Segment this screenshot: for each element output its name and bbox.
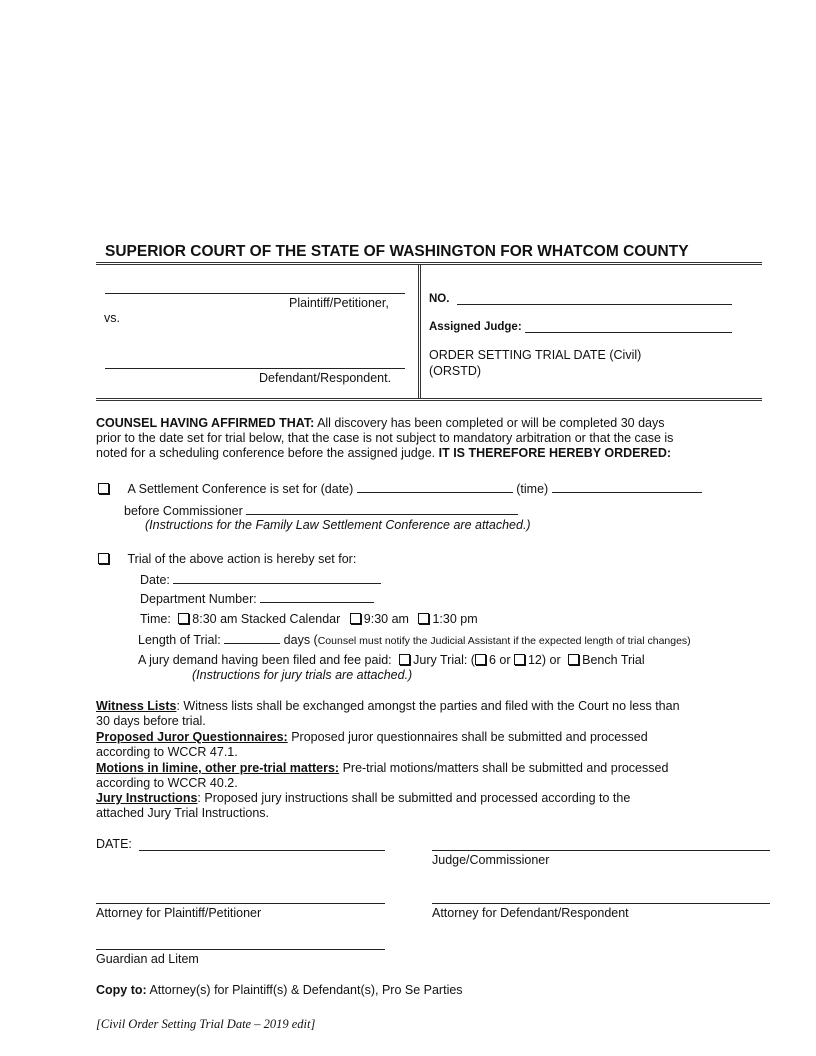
date-label: DATE: — [96, 837, 132, 851]
department-row — [140, 591, 374, 607]
limine-line-2: according to WCCR 40.2. — [96, 776, 238, 790]
juror-text-1: Proposed juror questionnaires shall be submitted and processed — [287, 730, 648, 744]
commissioner-row — [124, 503, 518, 519]
witness-heading: Witness Lists — [96, 699, 177, 713]
trial-time-row — [140, 612, 478, 627]
limine-heading: Motions in limine, other pre-trial matters: — [96, 761, 340, 775]
counsel-line-1-text: All discovery has been completed or will be completed 30 days — [314, 416, 665, 430]
jury-instr-line-1 — [96, 791, 630, 806]
witness-line-2: 30 days before trial. — [96, 714, 206, 728]
bench-trial-label: Bench Trial — [582, 653, 645, 667]
juror-line-1 — [96, 730, 648, 745]
trial-date-row — [140, 572, 381, 588]
settlement-text: A Settlement Conference is set for (date) — [127, 482, 354, 496]
jury-instructions-note: (Instructions for jury trials are attached.) — [192, 668, 413, 682]
caption-divider — [418, 265, 421, 398]
defendant-name-line[interactable] — [105, 368, 405, 369]
department-label: Department Number: — [140, 592, 257, 606]
bench-trial-checkbox[interactable] — [568, 654, 579, 665]
jury-row — [138, 653, 645, 668]
caption-bottom-rule — [96, 398, 762, 401]
days-label: days ( — [283, 633, 318, 647]
copy-to-text: Attorney(s) for Plaintiff(s) & Defendant(s), Pro Se Parties — [146, 983, 463, 997]
order-title-suffix: (Civil) — [605, 348, 642, 362]
time-130-checkbox[interactable] — [418, 613, 429, 624]
time-930-label: 9:30 am — [363, 612, 409, 626]
trial-text: Trial of the above action is hereby set for: — [127, 552, 357, 566]
jury-instr-line-2: attached Jury Trial Instructions. — [96, 806, 269, 820]
jury-demand-text: A jury demand having been filed and fee paid: — [138, 653, 392, 667]
jury-trial-checkbox[interactable] — [399, 654, 410, 665]
before-commissioner-label: before Commissioner — [124, 504, 243, 518]
limine-text-1: Pre-trial motions/matters shall be submitted and processed — [339, 761, 669, 775]
jury-12-checkbox[interactable] — [514, 654, 525, 665]
trial-time-label: Time: — [140, 612, 171, 626]
defendant-attorney-label: Attorney for Defendant/Respondent — [432, 906, 629, 920]
vs-label: vs. — [104, 311, 120, 325]
gal-label: Guardian ad Litem — [96, 952, 199, 966]
ordered-statement: IT IS THEREFORE HEREBY ORDERED: — [438, 446, 672, 460]
gal-signature-line[interactable] — [96, 949, 385, 950]
length-row — [138, 632, 691, 649]
order-code: (ORSTD) — [429, 364, 482, 378]
time-830-checkbox[interactable] — [178, 613, 189, 624]
commissioner-field[interactable] — [246, 503, 518, 515]
juror-line-2: according to WCCR 47.1. — [96, 745, 238, 759]
judge-signature-line[interactable] — [432, 850, 770, 851]
counsel-line-1 — [96, 416, 664, 431]
settlement-instructions: (Instructions for the Family Law Settlement Conference are attached.) — [145, 518, 531, 532]
length-label: Length of Trial: — [138, 633, 221, 647]
defendant-label: Defendant/Respondent. — [259, 371, 392, 385]
copy-to-label: Copy to: — [96, 983, 147, 997]
plaintiff-attorney-label: Attorney for Plaintiff/Petitioner — [96, 906, 262, 920]
limine-line-1 — [96, 761, 668, 776]
counsel-line-3-text: noted for a scheduling conference before the assigned judge. — [96, 446, 439, 460]
copy-to-line — [96, 983, 463, 998]
jury-instr-text-1: : Proposed jury instructions shall be submitted and processed according to the — [197, 791, 631, 805]
length-note: Counsel must notify the Judicial Assistant if the expected length of trial changes) — [317, 635, 691, 647]
plaintiff-name-line[interactable] — [105, 293, 405, 294]
time-830-label: 8:30 am Stacked Calendar — [192, 612, 341, 626]
court-title: SUPERIOR COURT OF THE STATE OF WASHINGTON FOR WHATCOM COUNTY — [105, 243, 689, 260]
counsel-lead: COUNSEL HAVING AFFIRMED THAT: — [96, 416, 315, 430]
judge-label: Judge/Commissioner — [432, 853, 550, 867]
settlement-row — [98, 481, 702, 497]
caption-top-rule — [96, 262, 762, 265]
jury-trial-label: Jury Trial: ( — [413, 653, 475, 667]
trial-date-field[interactable] — [173, 572, 381, 584]
counsel-line-2: prior to the date set for trial below, that the case is not subject to mandatory arbitration or that the case is — [96, 431, 674, 445]
defendant-attorney-signature-line[interactable] — [432, 903, 770, 904]
order-title — [429, 348, 641, 363]
date-field[interactable] — [139, 850, 385, 851]
time-130-label: 1:30 pm — [432, 612, 478, 626]
order-title-main: ORDER SETTING TRIAL DATE — [429, 348, 606, 362]
settlement-checkbox[interactable] — [98, 483, 109, 494]
jury-6-label: 6 or — [488, 653, 511, 667]
case-number-field[interactable] — [457, 304, 732, 305]
settlement-time-field[interactable] — [552, 481, 702, 493]
plaintiff-label: Plaintiff/Petitioner, — [289, 296, 389, 310]
form-id: [Civil Order Setting Trial Date – 2019 edit] — [96, 1017, 316, 1031]
jury-12-label: 12) or — [527, 653, 561, 667]
length-field[interactable] — [224, 632, 280, 644]
settlement-time-label: (time) — [516, 482, 549, 496]
trial-checkbox[interactable] — [98, 553, 109, 564]
time-930-checkbox[interactable] — [350, 613, 361, 624]
jury-6-checkbox[interactable] — [475, 654, 486, 665]
assigned-judge-field[interactable] — [525, 332, 732, 333]
counsel-line-3 — [96, 446, 671, 461]
witness-line-1 — [96, 699, 680, 714]
jury-instr-heading: Jury Instructions — [96, 791, 198, 805]
settlement-date-field[interactable] — [357, 481, 513, 493]
trial-date-label: Date: — [140, 573, 170, 587]
department-field[interactable] — [260, 591, 374, 603]
assigned-judge-label: Assigned Judge: — [429, 321, 522, 333]
trial-row — [98, 552, 356, 567]
plaintiff-attorney-signature-line[interactable] — [96, 903, 385, 904]
juror-heading: Proposed Juror Questionnaires: — [96, 730, 288, 744]
witness-text-1: : Witness lists shall be exchanged amongst the parties and filed with the Court no less than — [176, 699, 680, 713]
case-number-label: NO. — [429, 293, 450, 305]
